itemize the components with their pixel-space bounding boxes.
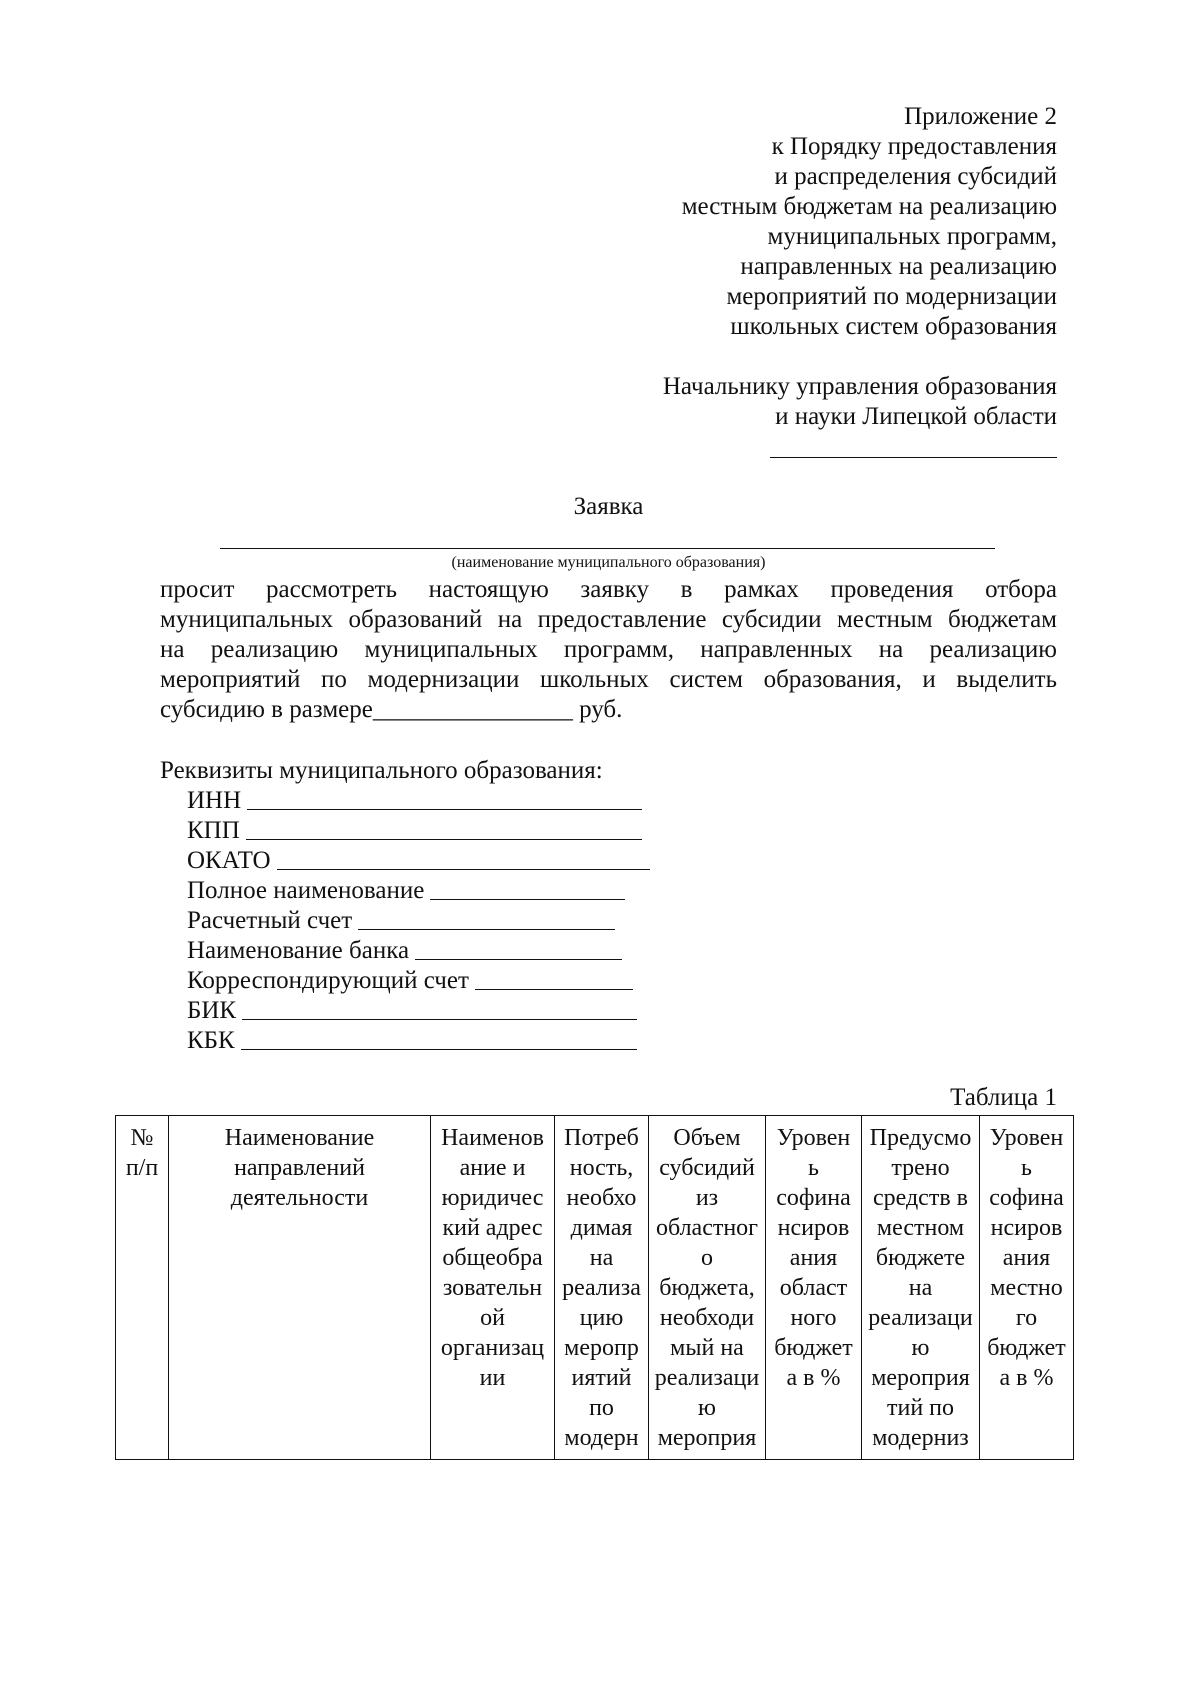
table-header-text: на	[908, 1275, 933, 1301]
requisite-label: Наименование банка	[187, 937, 410, 964]
table-header-text: мероприя	[871, 1365, 970, 1391]
paragraph-line: на реализацию муниципальных программ, направленных на реализацию	[160, 636, 1057, 663]
requisite-blank-line	[241, 1026, 637, 1050]
table-header-text: модерниз	[872, 1425, 969, 1451]
table-header-text: местно	[990, 1275, 1063, 1301]
table-header-text: а в %	[999, 1365, 1054, 1391]
table-header-text: областног	[655, 1215, 759, 1241]
requisite-blank-line	[475, 966, 633, 990]
document-title: Заявка	[573, 493, 644, 520]
requisites-list	[187, 786, 650, 1056]
table-header-text: меропр	[564, 1335, 639, 1361]
table-header-text: ю	[698, 1395, 716, 1421]
table-header-text: трено	[891, 1155, 950, 1181]
table-header-text: зовательн	[442, 1275, 543, 1301]
appendix-line: школьных систем образования	[730, 313, 1057, 340]
table-header-text: иятий	[571, 1365, 632, 1391]
requisite-label: Расчетный счет	[187, 907, 353, 934]
table-header-text: а в %	[786, 1365, 841, 1391]
appendix-line: и распределения субсидий	[774, 163, 1057, 190]
requisite-label: ОКАТО	[187, 847, 271, 874]
paragraph-line: муниципальных образований на предоставление субсидии местным бюджетам	[160, 606, 1057, 633]
requisite-label: КБК	[187, 1027, 235, 1054]
table-header-text: ность,	[569, 1155, 634, 1181]
table-header-text: софина	[776, 1185, 851, 1211]
requisite-field	[187, 876, 625, 906]
requisite-label: Корреспондирующий счет	[187, 967, 469, 994]
table-header-cell	[862, 1116, 980, 1460]
table-header-text: бюджет	[987, 1335, 1066, 1361]
table-header-text: Предусмо	[869, 1125, 972, 1151]
table-header-text: ания	[1002, 1245, 1051, 1271]
appendix-line: направленных на реализацию	[740, 253, 1057, 280]
table-header-text: Уровен	[776, 1125, 851, 1151]
table-header-text: п/п	[125, 1155, 159, 1181]
table-header-text: цию	[579, 1305, 624, 1331]
table-header-text: ания	[789, 1245, 838, 1271]
table-header-text: юридичес	[441, 1185, 544, 1211]
table-header-text: по	[589, 1395, 614, 1421]
table-header-text: модерн	[564, 1425, 639, 1451]
requisite-blank-line	[246, 816, 642, 840]
paragraph-line: просит рассмотреть настоящую заявку в рамках проведения отбора	[160, 576, 1057, 603]
table-caption: Таблица 1	[950, 1084, 1057, 1111]
table-header-text: реализаци	[868, 1305, 973, 1331]
requisite-blank-line	[430, 876, 625, 900]
municipality-name-line	[220, 548, 995, 549]
table-header-text: реализаци	[654, 1365, 760, 1391]
appendix-line: мероприятий по модернизации	[726, 283, 1057, 310]
table-header-text: средств в	[872, 1185, 968, 1211]
requisite-label: КПП	[187, 817, 240, 844]
table-header-text: необхо	[566, 1185, 637, 1211]
table-header-text: на	[589, 1245, 614, 1271]
request-paragraph	[160, 575, 1057, 725]
table-header-text: мый на	[670, 1335, 744, 1361]
requisite-field	[187, 816, 642, 846]
table-header-text: ного	[790, 1305, 837, 1331]
table-header-text: го	[1015, 1305, 1038, 1331]
municipality-name-caption: (наименование муниципального образования)	[451, 554, 766, 571]
table-header-text: направлений	[234, 1155, 365, 1181]
requisite-field	[187, 846, 650, 876]
table-header-text: кий адрес	[442, 1215, 543, 1241]
appendix-line: Приложение 2	[904, 103, 1057, 130]
table-header-text: Наименов	[441, 1125, 544, 1151]
paragraph-line: субсидию в размере________________ руб.	[160, 696, 623, 723]
requisite-field	[187, 996, 637, 1026]
table-header-row	[116, 1116, 1074, 1460]
table-header-cell	[649, 1116, 766, 1460]
table-header-text: нсиров	[990, 1215, 1063, 1241]
addressee-line: и науки Липецкой области	[775, 403, 1057, 430]
table-header-text: ю	[911, 1335, 930, 1361]
requisite-field	[187, 966, 633, 996]
table-header-text: реализа	[562, 1275, 641, 1301]
requisite-field	[187, 936, 622, 966]
requisite-blank-line	[277, 846, 650, 870]
requisite-field	[187, 786, 642, 816]
table-header-cell	[980, 1116, 1074, 1460]
requisite-blank-line	[415, 936, 622, 960]
table-header-cell	[431, 1116, 555, 1460]
addressee-line: Начальнику управления образования	[662, 373, 1057, 400]
table-header-text: бюджета,	[659, 1275, 755, 1301]
requisite-label: ИНН	[187, 787, 242, 814]
appendix-line: к Порядку предоставления	[771, 133, 1057, 160]
table-header-text: бюджет	[774, 1335, 853, 1361]
table-header-text: о	[701, 1245, 713, 1271]
table-header-text: из	[695, 1185, 719, 1211]
table-header-text: мероприя	[657, 1425, 757, 1451]
table-header-cell	[169, 1116, 431, 1460]
table-header-cell	[555, 1116, 649, 1460]
subsidy-table	[115, 1115, 1074, 1460]
table-header-text: бюджете	[875, 1245, 966, 1271]
table-header-text: необходи	[659, 1305, 755, 1331]
appendix-line: местным бюджетам на реализацию	[681, 193, 1057, 220]
table-header-text: Потреб	[564, 1125, 639, 1151]
requisite-blank-line	[358, 906, 615, 930]
table-header-text: общеобра	[442, 1245, 543, 1271]
table-header-text: ь	[1021, 1155, 1032, 1181]
table-header-text: субсидий	[659, 1155, 755, 1181]
addressee-block	[663, 372, 1057, 432]
table-header-text: деятельности	[230, 1185, 369, 1211]
table-header-text: Уровен	[989, 1125, 1064, 1151]
table-header-text: ь	[808, 1155, 819, 1181]
table-header-text: тий по	[886, 1395, 955, 1421]
requisites-heading: Реквизиты муниципального образования:	[160, 757, 603, 784]
requisite-field	[187, 1026, 637, 1056]
table-header-text: Наименование	[224, 1125, 375, 1151]
table-header-text: ии	[479, 1365, 506, 1391]
table-header-text: ой	[480, 1305, 505, 1331]
requisite-blank-line	[242, 996, 637, 1020]
requisite-label: Полное наименование	[187, 877, 425, 904]
appendix-block	[682, 102, 1057, 342]
appendix-line: муниципальных программ,	[767, 223, 1057, 250]
table-header-text: софина	[989, 1185, 1064, 1211]
table-header-text: местном	[876, 1215, 965, 1241]
addressee-signature-line	[770, 457, 1057, 458]
requisite-label: БИК	[187, 997, 237, 1024]
table-header-text: Объем	[673, 1125, 741, 1151]
paragraph-line: мероприятий по модернизации школьных систем образования, и выделить	[160, 666, 1057, 693]
table-header-cell	[116, 1116, 169, 1460]
table-header-text: нсиров	[777, 1215, 850, 1241]
table-header-text: димая	[570, 1215, 633, 1241]
table-header-text: №	[130, 1125, 154, 1151]
table-header-cell	[766, 1116, 862, 1460]
requisite-field	[187, 906, 615, 936]
table-header-text: ание и	[459, 1155, 526, 1181]
table-header-text: област	[779, 1275, 848, 1301]
table-header-text: организац	[440, 1335, 545, 1361]
requisite-blank-line	[247, 786, 642, 810]
